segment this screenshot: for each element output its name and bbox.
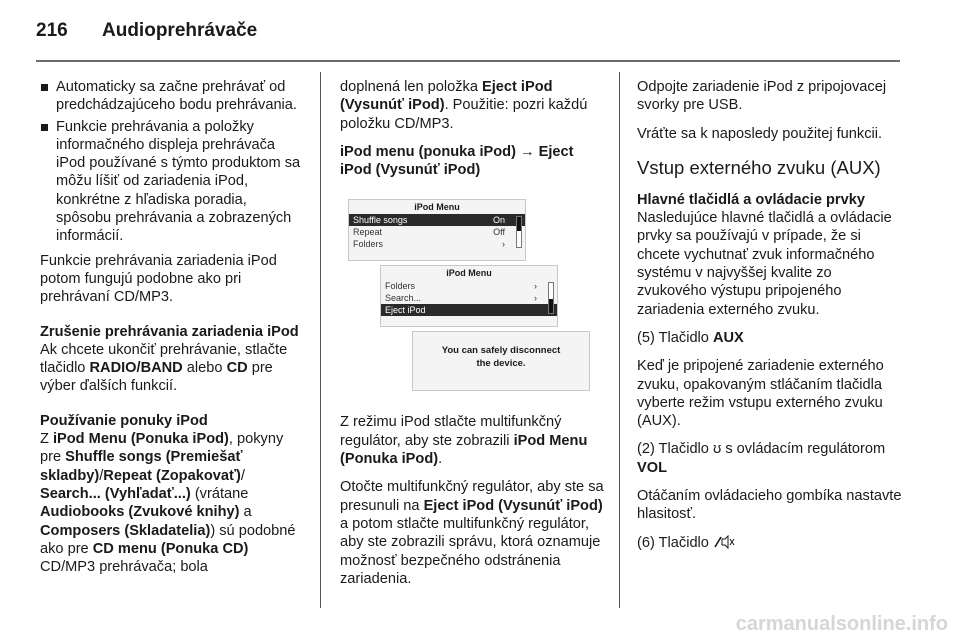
section-heading: Zrušenie prehrávania zariadenia iPod — [40, 323, 299, 340]
column-1 — [40, 78, 304, 586]
paragraph: (2) Tlačidlo ʊ s ovládacím regulátorom VOL — [637, 441, 886, 476]
watermark: carmanualsonline.info — [735, 613, 948, 635]
section-heading: Používanie ponuky iPod — [40, 412, 208, 429]
paragraph: Z iPod Menu (Ponuka iPod), pokyny pre Shuffle songs (Premiešať skladby)/Repeat (Zopakovať)/ Search... (Vyhľadať...) (vrátane Audiobooks (Zvukové knihy) a Composers (Skladatelia)) sú podobné ako pre CD menu (Ponuka CD) CD/MP3 prehrávača; bola — [40, 431, 296, 576]
bullet-item: Funkcie prehrávania a položky informačného displeja prehrávača iPod používané s týmto produktom sa môžu líšiť od zariadenia iPod, konkrétne z hľadiska poradia, spôsobu prehrávania a zobrazených informácií. — [40, 118, 304, 246]
safe-disconnect-message: You can safely disconnect the device. — [412, 331, 590, 391]
section-title: Vstup externého zvuku (AUX) — [637, 156, 881, 178]
menu-row: Folders › — [353, 239, 505, 250]
paragraph: Funkcie prehrávania zariadenia iPod potom fungujú podobne ako pri prehrávaní CD/MP3. — [40, 252, 277, 306]
ipod-menu-panel-1: iPod Menu Shuffle songs On Repeat Off Folders › — [348, 199, 526, 261]
page-title: Audioprehrávače — [102, 20, 258, 41]
column-divider-1 — [320, 72, 321, 608]
page-number: 216 — [36, 20, 68, 41]
paragraph: Odpojte zariadenie iPod z pripojovacej svorky pre USB. — [637, 79, 887, 114]
paragraph: Nasledujúce hlavné tlačidlá a ovládacie prvky sa používajú v prípade, že si chcete vychutnať zvuk informačného systému v najvyššej kvalite zo zvukového výstupu pripojeného zariadenia externého zvuku. — [637, 210, 892, 318]
paragraph: (6) Tlačidlo — [637, 534, 905, 552]
bullet-square-icon — [41, 84, 48, 91]
bullet-item: Automaticky sa začne prehrávať od predchádzajúceho bodu prehrávania. — [40, 78, 304, 115]
mute-icon — [713, 535, 735, 551]
menu-row: Shuffle songs On — [349, 214, 525, 226]
paragraph: Z režimu iPod stlačte multifunkčný regulátor, aby ste zobrazili iPod Menu (Ponuka iPod). — [340, 414, 588, 468]
paragraph: Otáčaním ovládacieho gombíka nastavte hlasitosť. — [637, 488, 902, 523]
paragraph: Ak chcete ukončiť prehrávanie, stlačte tlačidlo RADIO/BAND alebo CD pre výber ďalších funkcií. — [40, 341, 288, 395]
paragraph: Vráťte sa k naposledy použitej funkcii. — [637, 125, 883, 142]
ipod-menu-figure — [340, 185, 606, 397]
scrollbar — [548, 282, 554, 314]
scrollbar — [516, 216, 522, 248]
power-icon: ʊ — [712, 441, 722, 458]
menu-row: Search... › — [385, 293, 537, 304]
column-2 — [340, 78, 608, 598]
paragraph: doplnená len položka Eject iPod (Vysunúť iPod). Použitie: pozri každú položku CD/MP3. — [340, 79, 588, 132]
paragraph: Keď je pripojené zariadenie externého zvuku, opakovaným stláčaním tlačidla vyberte režim vstupu externého zvuku (AUX). — [637, 358, 884, 430]
column-divider-2 — [619, 72, 620, 608]
paragraph: Otočte multifunkčný regulátor, aby ste sa presunuli na Eject iPod (Vysunúť iPod) a potom stlačte multifunkčný regulátor, aby ste zobrazili správu, ktorá oznamuje možnosť bezpečného odstránenia zariadenia. — [340, 479, 604, 587]
ipod-menu-panel-2: iPod Menu Folders › Search... › Eject iPod — [380, 265, 558, 327]
column-3 — [637, 78, 905, 562]
menu-row: Repeat Off — [353, 227, 505, 238]
paragraph: (5) Tlačidlo AUX — [637, 329, 744, 346]
section-heading: Hlavné tlačidlá a ovládacie prvky — [637, 191, 865, 208]
bullet-square-icon — [41, 124, 48, 131]
menu-row: Folders › — [385, 281, 537, 292]
page-header — [36, 20, 257, 50]
menu-path: iPod menu (ponuka iPod) → Eject iPod (Vysunúť iPod) — [340, 143, 574, 179]
header-rule — [36, 60, 900, 62]
menu-row: Eject iPod — [381, 304, 557, 316]
